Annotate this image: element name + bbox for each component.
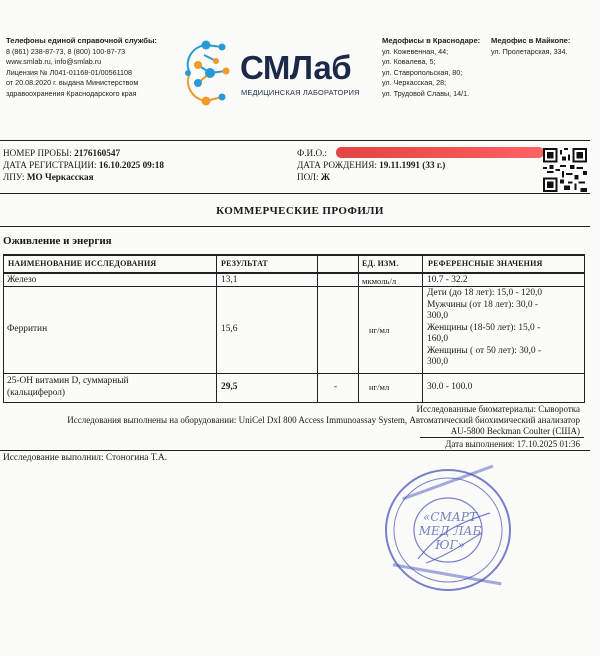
contact-phones: 8 (861) 238-87-73, 8 (800) 100-87-73 bbox=[6, 46, 126, 56]
performer-divider bbox=[0, 450, 590, 451]
table-border-top bbox=[3, 254, 585, 256]
col-header-name: НАИМЕНОВАНИЕ ИССЛЕДОВАНИЯ bbox=[8, 259, 157, 268]
krasnodar-title: Медофисы в Краснодаре: bbox=[382, 36, 481, 45]
brand-subtitle: МЕДИЦИНСКАЯ ЛАБОРАТОРИЯ bbox=[241, 88, 360, 97]
contact-block bbox=[6, 36, 157, 100]
sex bbox=[297, 172, 330, 183]
organization-stamp-icon bbox=[378, 463, 518, 598]
done-date-divider bbox=[420, 437, 584, 438]
sample-number-value: 2176160547 bbox=[74, 148, 121, 158]
registration-date bbox=[3, 160, 164, 171]
test-unit: нг/мл bbox=[369, 382, 390, 392]
krasnodar-addr: ул. Кожевенная, 44; bbox=[382, 46, 449, 56]
test-result: 29,5 bbox=[221, 382, 238, 392]
krasnodar-addr: ул. Черкасская, 28; bbox=[382, 78, 447, 88]
test-name bbox=[7, 376, 129, 399]
table-row-border bbox=[3, 373, 585, 374]
sex-value: Ж bbox=[320, 172, 330, 182]
equipment-note-1: Исследования выполнены на оборудовании: UniCel DxI 800 Access Immunoassay System, Автоматический биохимический анализатор bbox=[67, 415, 580, 425]
license-line-3: здравоохранения Краснодарского края bbox=[6, 88, 137, 98]
col-header-result: РЕЗУЛЬТАТ bbox=[221, 259, 268, 268]
patient-name bbox=[297, 148, 327, 159]
patient-name-label: Ф.И.О.: bbox=[297, 148, 327, 158]
krasnodar-addr: ул. Трудовой Славы, 14/1. bbox=[382, 88, 470, 98]
test-flag: - bbox=[334, 382, 338, 392]
registration-date-label: ДАТА РЕГИСТРАЦИИ: bbox=[3, 160, 97, 170]
test-ref: 10.7 - 32.2 bbox=[427, 275, 468, 285]
table-col-border bbox=[216, 254, 217, 402]
test-ref bbox=[427, 288, 542, 369]
krasnodar-addr: ул. Ковалева, 5; bbox=[382, 57, 436, 67]
table-header-border bbox=[3, 272, 585, 274]
qr-code-icon bbox=[543, 148, 587, 192]
test-unit: мкмоль/л bbox=[362, 276, 397, 286]
maykop-title: Медофис в Майкопе: bbox=[491, 36, 571, 45]
brand-name: СМЛаб bbox=[240, 49, 352, 86]
test-name-line: (кальциферол) bbox=[7, 387, 66, 398]
ref-line: Дети (до 18 лет): 15,0 - 120,0 bbox=[427, 288, 543, 298]
title-divider bbox=[0, 226, 590, 227]
section-title: Оживление и энергия bbox=[3, 235, 112, 247]
contact-web: www.smlab.ru, info@smlab.ru bbox=[6, 57, 102, 67]
ref-line: Мужчины (от 18 лет): 30,0 - bbox=[427, 299, 539, 310]
col-header-ref: РЕФЕРЕНСНЫЕ ЗНАЧЕНИЯ bbox=[428, 259, 543, 268]
table-col-border bbox=[358, 254, 359, 402]
test-name-line: 25-OH витамин D, суммарный bbox=[7, 376, 129, 386]
test-name: Ферритин bbox=[7, 324, 48, 334]
patient-divider bbox=[0, 193, 590, 194]
equipment-note-2: AU-5800 Beckman Coulter (США) bbox=[450, 426, 580, 436]
license-line-2: от 20.08.2020 г. выдана Министерством bbox=[6, 78, 139, 88]
table-border-bottom bbox=[3, 402, 585, 403]
stamp-text: МЕД ЛАБ bbox=[418, 524, 482, 538]
test-result: 13,1 bbox=[221, 275, 238, 285]
test-unit: нг/мл bbox=[369, 325, 390, 335]
ref-line: Женщины (18-50 лет): 15,0 - bbox=[427, 322, 541, 333]
registration-date-value: 16.10.2025 09:18 bbox=[98, 160, 164, 170]
sample-number-label: НОМЕР ПРОБЫ: bbox=[3, 148, 72, 158]
table-row-border bbox=[3, 286, 585, 287]
krasnodar-offices bbox=[382, 36, 480, 100]
maykop-office bbox=[491, 36, 570, 57]
biomaterial-note: Исследованные биоматериалы: Сыворотка bbox=[416, 404, 580, 414]
performer: Исследование выполнил: Стоногина Т.А. bbox=[3, 453, 168, 463]
sample-number bbox=[3, 148, 120, 159]
test-ref: 30.0 - 100.0 bbox=[427, 382, 473, 392]
ref-line: Женщины ( от 50 лет): 30,0 - bbox=[427, 345, 542, 356]
table-col-border bbox=[317, 254, 318, 402]
stamp-text: «СМАРТ bbox=[423, 510, 477, 524]
table-col-border bbox=[584, 254, 585, 402]
lpu-label: ЛПУ: bbox=[3, 172, 25, 182]
col-header-unit: ЕД. ИЗМ. bbox=[362, 259, 399, 268]
birth-date-value: 19.11.1991 (33 г.) bbox=[379, 160, 446, 170]
lpu-value: МО Черкасская bbox=[26, 172, 94, 182]
done-date: Дата выполнения: 17.10.2025 01:36 bbox=[445, 439, 580, 449]
redaction-mark bbox=[336, 147, 544, 158]
ref-line: 300,0 bbox=[427, 311, 449, 321]
birth-date-label: ДАТА РОЖДЕНИЯ: bbox=[297, 160, 377, 170]
ref-line: 160,0 bbox=[427, 334, 449, 344]
table-col-border bbox=[422, 254, 423, 402]
birth-date bbox=[297, 160, 445, 171]
lpu bbox=[3, 172, 94, 183]
stamp-text: ЮГ» bbox=[435, 538, 465, 552]
maykop-addr: ул. Пролетарская, 334. bbox=[491, 46, 568, 56]
ref-line: 300,0 bbox=[427, 357, 449, 367]
krasnodar-addr: ул. Ставропольская, 80; bbox=[382, 67, 463, 77]
contact-title: Телефоны единой справочной службы: bbox=[6, 36, 157, 45]
sex-label: ПОЛ: bbox=[297, 172, 319, 182]
report-title: КОММЕРЧЕСКИЕ ПРОФИЛИ bbox=[216, 205, 384, 217]
header-divider bbox=[0, 140, 590, 141]
license-line-1: Лицензия № Л041-01168-01/00561108 bbox=[6, 67, 133, 77]
test-name: Железо bbox=[7, 275, 37, 285]
table-col-border bbox=[3, 254, 4, 402]
test-result: 15,6 bbox=[221, 324, 238, 334]
